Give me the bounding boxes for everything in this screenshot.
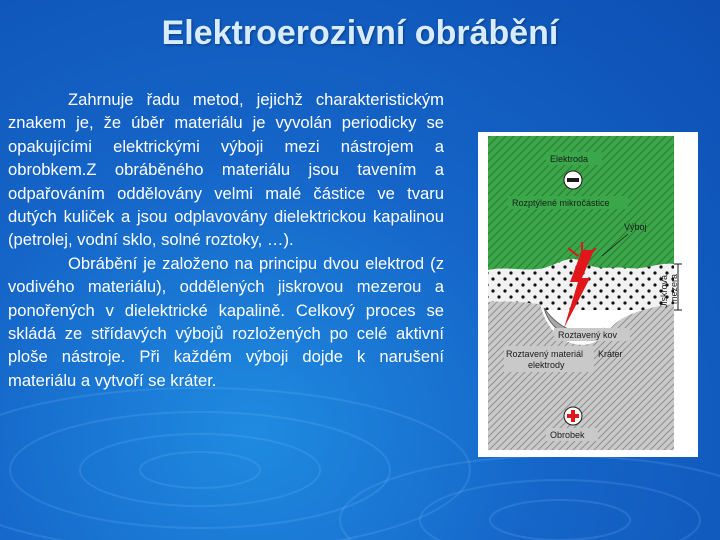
body-text (8, 88, 444, 392)
label-gap-line1: Jiskrová (659, 274, 669, 308)
label-workpiece: Obrobek (550, 430, 585, 440)
edm-diagram (478, 132, 698, 457)
label-particles: Rozptýlené mikročástice (512, 198, 610, 208)
label-crater: Kráter (598, 349, 623, 359)
paragraph-principle: Obrábění je založeno na principu dvou elektrod (z vodivého materiálu), oddělených jiskrovou mezerou a ponořených v dielektrické kapalině. Celkový proces se skládá ze střídavých výbojů rozložených po celé aktivní ploše nástroje. Při každém výboji dojde k narušení materiálu a vytvoří se kráter. (8, 253, 444, 390)
slide-title: Elektroerozivní obrábění (161, 14, 559, 52)
label-molten-metal: Roztavený kov (558, 330, 618, 340)
edm-diagram-svg (478, 132, 698, 457)
label-molten-electrode-1: Roztavený materiál (506, 349, 584, 359)
label-molten-electrode-2: elektrody (528, 360, 565, 370)
label-electrode: Elektroda (550, 154, 589, 164)
paragraph-intro: Zahrnuje řadu metod, jejichž charakteristickým znakem je, že úběr materiálu je vyvolán periodicky se opakujícími elektrickými výboji mezi nástrojem a obrobkem.Z obráběného materiálu jsou tavením a odpařováním oddělovány velmi malé částice ve tvaru dutých kuliček a jsou odplavovány dielektrickou kapalinou (petrolej, vodní sklo, solné roztoky, …). (8, 90, 444, 250)
label-discharge: Výboj (624, 222, 647, 232)
label-gap-line2: mezera (669, 273, 679, 304)
